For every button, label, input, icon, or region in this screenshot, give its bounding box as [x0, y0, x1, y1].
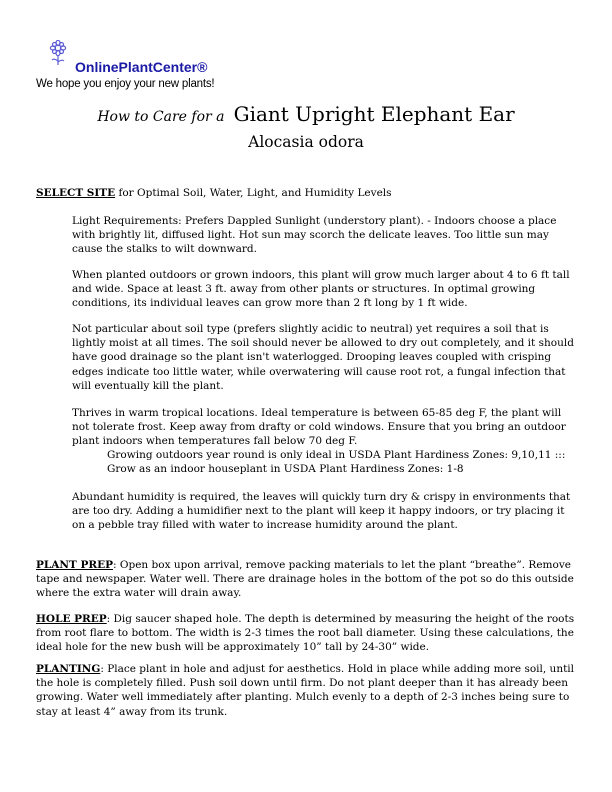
- hole-prep-heading: HOLE PREP: [36, 613, 107, 625]
- botanical-name: Alocasia odora: [248, 133, 364, 151]
- select-site-heading: SELECT SITE: [36, 187, 116, 199]
- select-site-heading-line: [36, 186, 392, 200]
- size-spacing-paragraph: When planted outdoors or grown indoors, this plant will grow much larger about 4 to 6 ft tall and wide. Space at least 3 ft. away from other plants or structures. In optimal growing conditions, its individual leaves can grow more than 2 ft long by 1 ft wide.: [72, 269, 570, 310]
- soil-water-paragraph: Not particular about soil type (prefers slightly acidic to neutral) yet requires a soil that is lightly moist at all times. The soil should never be allowed to dry out completely, and it should have good drainage so the plant isn't waterlogged. Drooping leaves coupled with crisping edges indicate too little water, while overwatering will cause root rot, a fungal infection that will eventually kill the plant.: [72, 323, 574, 392]
- page-title: [0, 102, 612, 126]
- hardiness-zones-paragraph: Growing outdoors year round is only ideal in USDA Plant Hardiness Zones: 9,10,11 ::: Grow as an indoor houseplant in USDA Plant Hardiness Zones: 1-8: [107, 449, 566, 476]
- temperature-paragraph: Thrives in warm tropical locations. Ideal temperature is between 65-85 deg F, the plant will not tolerate frost. Keep away from drafty or cold windows. Ensure that you bring an outdoor plant indoors when temperatures fall below 70 deg F.: [72, 407, 566, 448]
- tagline: We hope you enjoy your new plants!: [36, 78, 215, 90]
- plant-prep-paragraph: [36, 558, 581, 601]
- title-prefix: How to Care for a: [97, 109, 225, 125]
- planting-heading: PLANTING: [36, 663, 101, 675]
- plant-prep-text: : Open box upon arrival, remove packing materials to let the plant “breathe”. Remove tape and newspaper. Water well. There are drainage holes in the bottom of the pot so do this outside where the extra water will drain away.: [36, 559, 574, 600]
- plant-prep-heading: PLANT PREP: [36, 559, 114, 571]
- flower-logo-icon: [46, 40, 70, 66]
- title-main: Giant Upright Elephant Ear: [233, 102, 515, 126]
- planting-paragraph: [36, 662, 581, 719]
- brand-name: OnlinePlantCenter®: [75, 59, 208, 75]
- humidity-paragraph: Abundant humidity is required, the leaves will quickly turn dry & crispy in environments that are too dry. Adding a humidifier next to the plant will keep it happy indoors, or try placing it on a pebble tray filled with water to increase humidity around the plant.: [72, 491, 571, 532]
- hole-prep-text: : Dig saucer shaped hole. The depth is determined by measuring the height of the roots from root flare to bottom. The width is 2-3 times the root ball diameter. Using these calculations, the ideal hole for the new bush will be approximately 10” tall by 24-30” wide.: [36, 613, 575, 654]
- light-requirements-paragraph: Light Requirements: Prefers Dappled Sunlight (understory plant). - Indoors choose a place with brightly lit, diffused light. Hot sun may scorch the delicate leaves. Too little sun may cause the stalks to wilt downward.: [72, 215, 557, 256]
- planting-text: : Place plant in hole and adjust for aesthetics. Hold in place while adding more soil, until the hole is completely filled. Push soil down until firm. Do not plant deeper than it has already been growing. Water well immediately after planting. Mulch evenly to a depth of 2-3 inches being sure to stay at least 4” away from its trunk.: [36, 663, 575, 718]
- hole-prep-paragraph: [36, 612, 581, 655]
- select-site-heading-rest: for Optimal Soil, Water, Light, and Humidity Levels: [115, 187, 392, 199]
